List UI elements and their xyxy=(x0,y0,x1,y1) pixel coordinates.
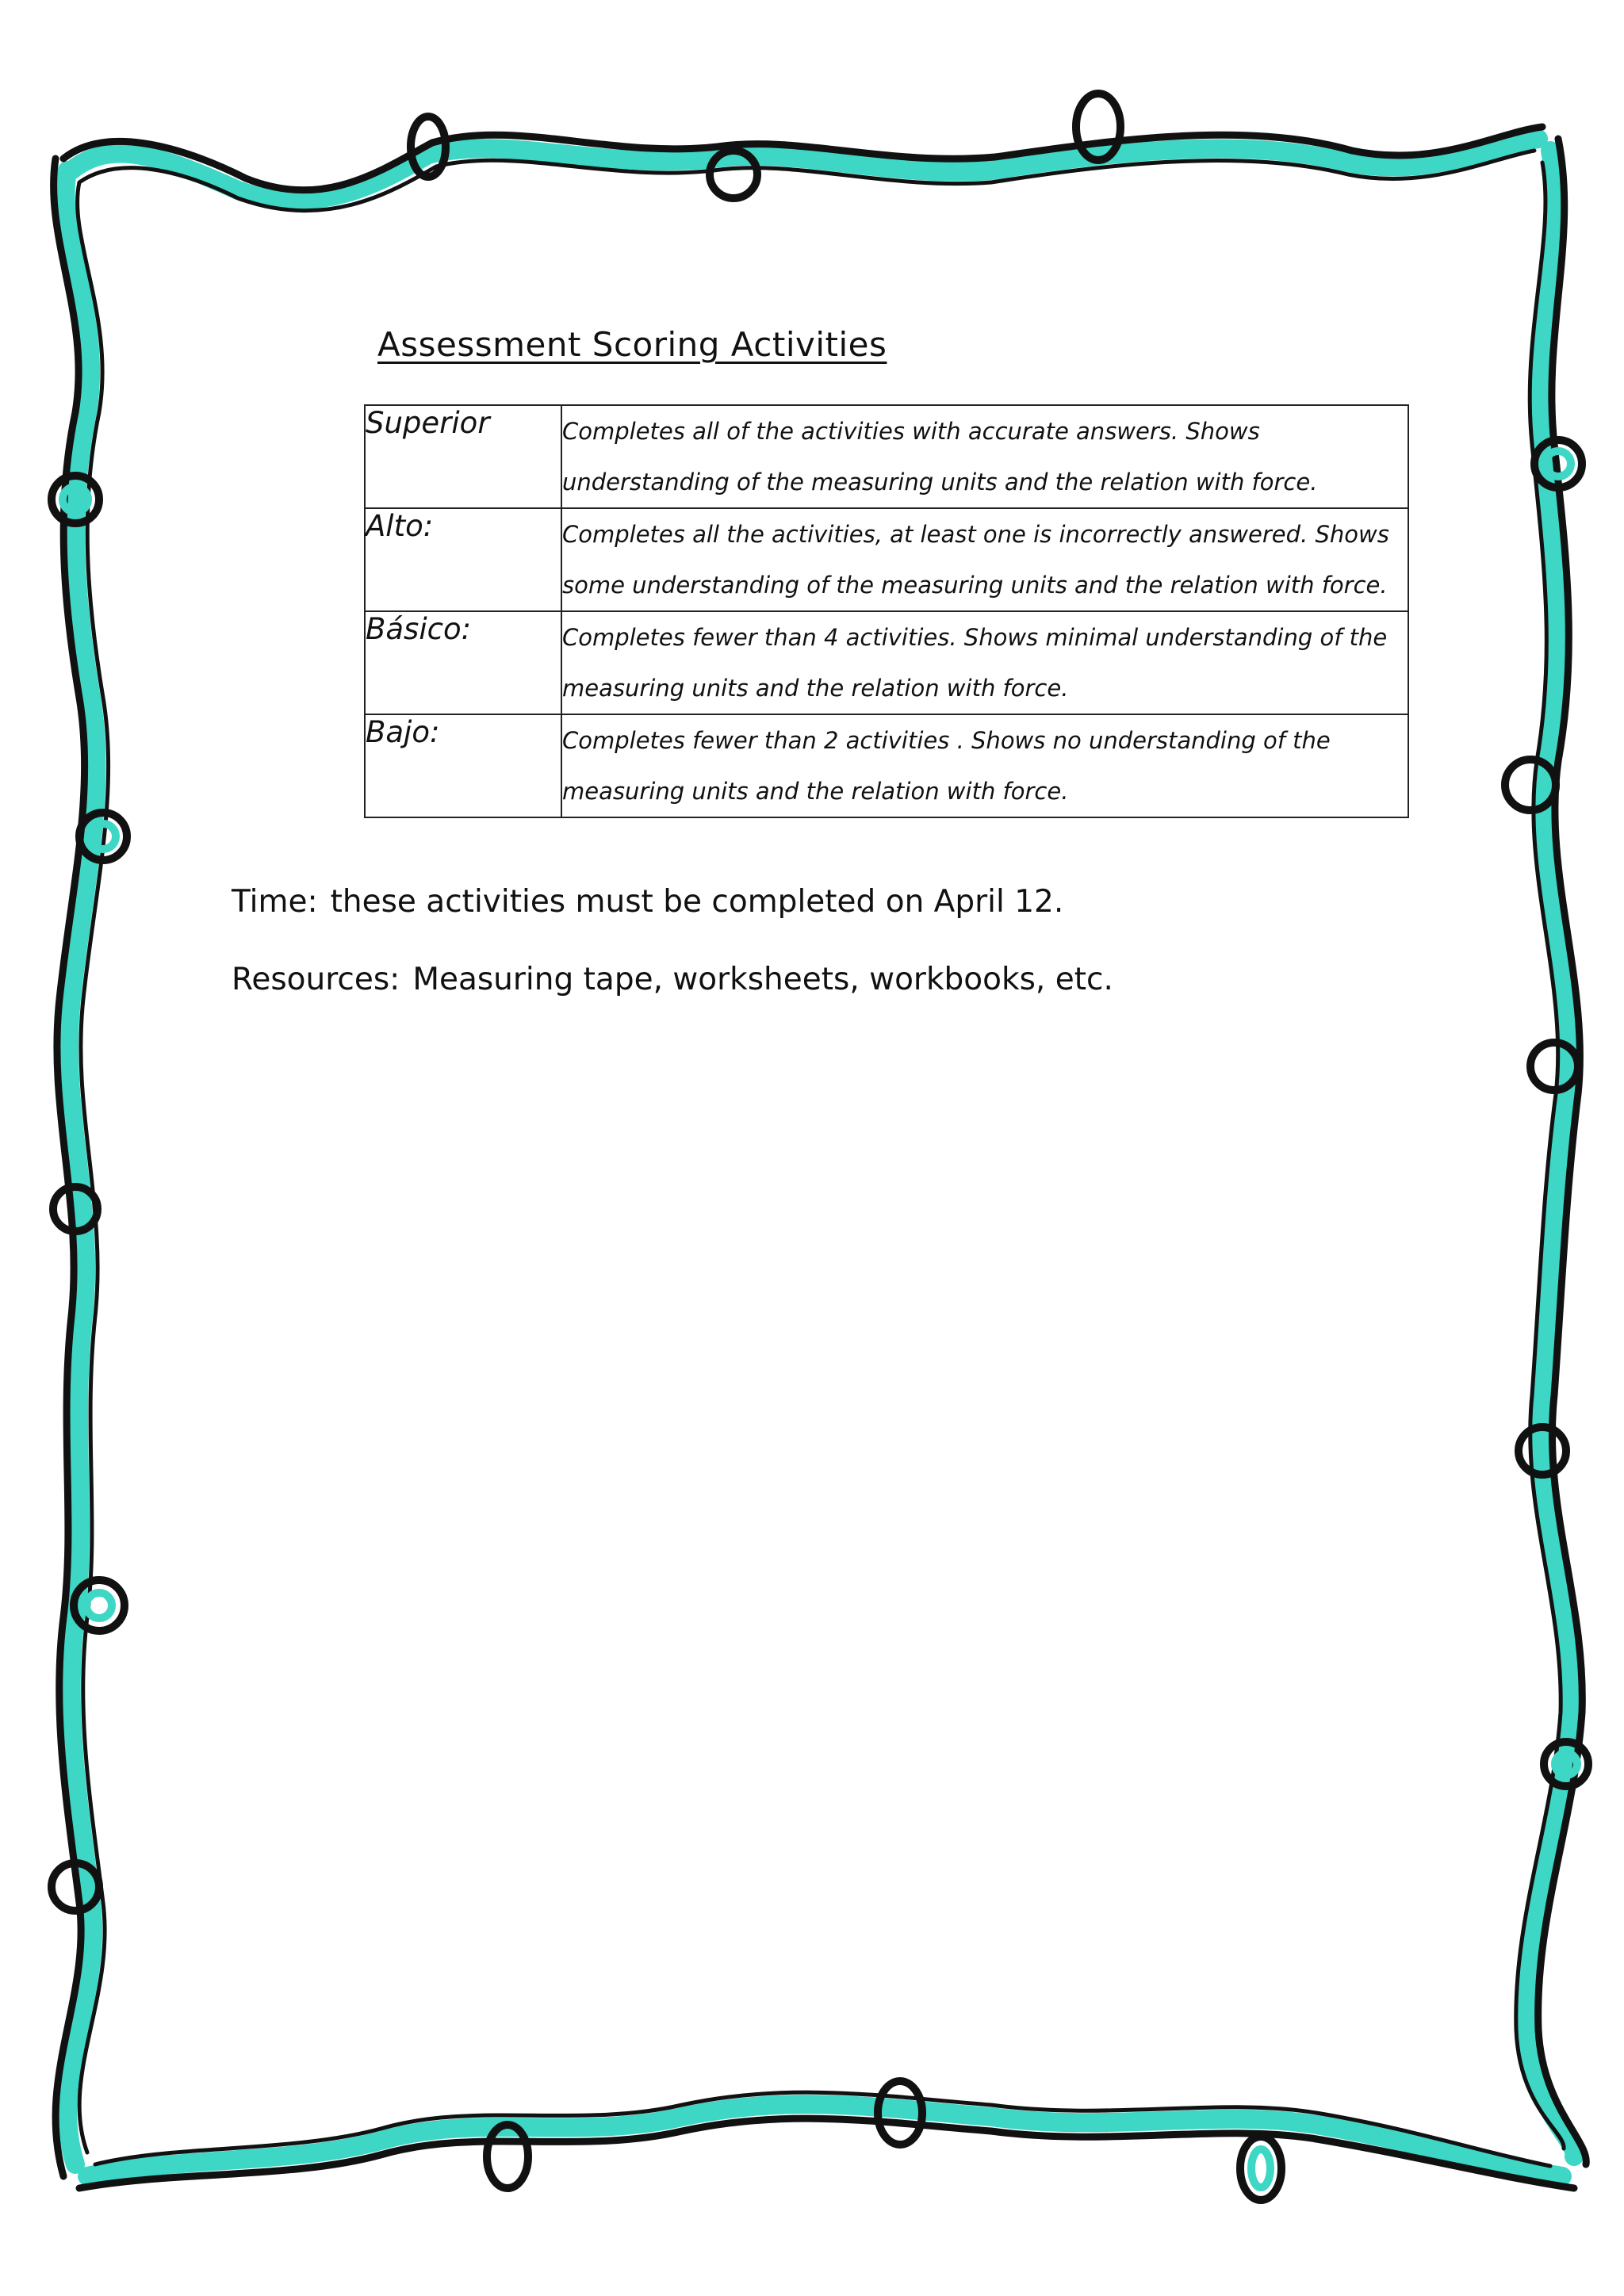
resources-label: Resources: xyxy=(232,962,400,997)
rubric-level: Básico: xyxy=(365,611,561,714)
page-title: Assessment Scoring Activities xyxy=(377,325,887,364)
time-line xyxy=(232,884,1063,920)
rubric-level: Bajo: xyxy=(365,714,561,817)
rubric-description: Completes all of the activities with accurate answers. Shows understanding of the measuring units and the relation with force. xyxy=(561,405,1408,508)
time-label: Time: xyxy=(232,884,318,920)
table-row xyxy=(365,714,1408,817)
rubric-description: Completes all the activities, at least one is incorrectly answered. Shows some understanding of the measuring units and the relation with force. xyxy=(561,508,1408,611)
table-row xyxy=(365,611,1408,714)
table-row xyxy=(365,405,1408,508)
resources-text: Measuring tape, worksheets, workbooks, etc. xyxy=(412,962,1113,997)
time-text: these activities must be completed on April 12. xyxy=(330,884,1064,920)
resources-line xyxy=(232,962,1113,997)
scoring-rubric-table xyxy=(364,404,1409,818)
rubric-level: Alto: xyxy=(365,508,561,611)
table-row xyxy=(365,508,1408,611)
rubric-description: Completes fewer than 2 activities . Shows no understanding of the measuring units and the relation with force. xyxy=(561,714,1408,817)
rubric-description: Completes fewer than 4 activities. Shows minimal understanding of the measuring units and the relation with force. xyxy=(561,611,1408,714)
rubric-level: Superior xyxy=(365,405,561,508)
